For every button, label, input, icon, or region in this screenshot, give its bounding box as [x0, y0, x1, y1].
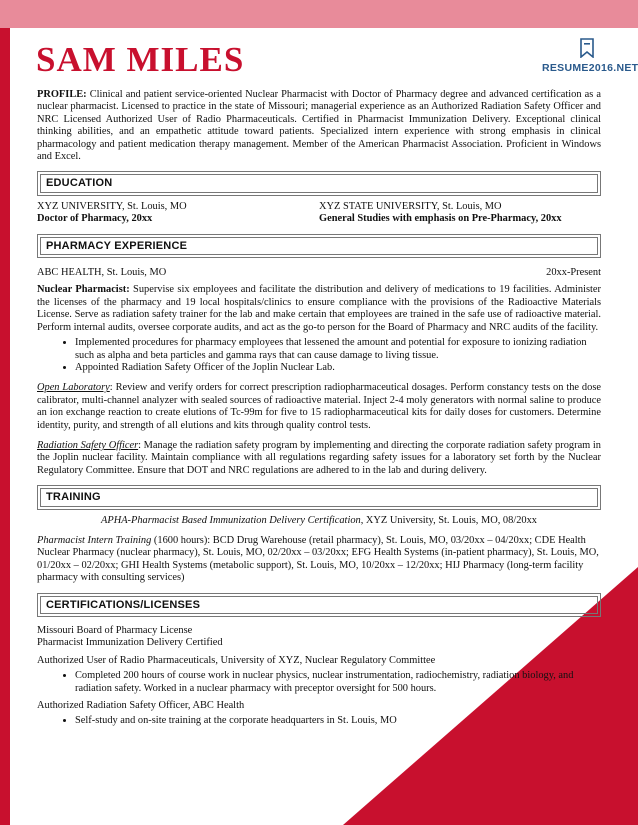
- experience-title: PHARMACY EXPERIENCE: [40, 237, 598, 255]
- role3-text: : Manage the radiation safety program by implementing and directing the corporate radiation safety program in the Joplin nuclear facility. Maintain compliance with all regulations regarding safety issues for a laboratory set forth by the Nuclear Regulatory Committee. Ensure that DOT and NRC regulations are adhered to in the lab and during delivery.: [37, 439, 601, 476]
- cert-line-1: Missouri Board of Pharmacy License: [37, 625, 193, 636]
- role-radiation-safety-officer: [37, 440, 601, 477]
- role-nuclear-pharmacist: [37, 284, 601, 334]
- school-1: XYZ UNIVERSITY, St. Louis, MO: [37, 200, 187, 212]
- candidate-name: SAM MILES: [36, 40, 245, 79]
- certifications-section-header: [37, 593, 601, 617]
- education-entry-2: [319, 201, 601, 226]
- resume-body: [37, 89, 601, 731]
- cert-line-3: Authorized User of Radio Pharmaceuticals, University of XYZ, Nuclear Regulatory Committee: [37, 654, 436, 666]
- employer: ABC HEALTH, St. Louis, MO: [37, 267, 167, 279]
- school-2: XYZ STATE UNIVERSITY, St. Louis, MO: [319, 200, 502, 212]
- cert-line-2: Pharmacist Immunization Delivery Certified: [37, 637, 223, 649]
- role1-label: Nuclear Pharmacist:: [37, 284, 130, 296]
- role1-text: Supervise six employees and facilitate the distribution and delivery of medications to 19 facilities. Administer the licenses of the pharmacy and 19 local hospitals/clinics to ensure compliance with the provisions of the Radioactive Materials License. Serve as radiation safety trainer for the lab and make certain that employees are trained in the safe use of radioactive material. Perform internal audits, oversee corporate audits, and act as the go-to person for the Board of Pharmacy and NRC audits of the facility.: [37, 284, 601, 333]
- experience-bullets: [37, 337, 601, 374]
- certifications-title: CERTIFICATIONS/LICENSES: [40, 596, 598, 614]
- list-item: • Appointed Radiation Safety Officer of the Joplin Nuclear Lab.: [75, 362, 601, 374]
- experience-section-header: [37, 234, 601, 258]
- cert-text: , XYZ University, St. Louis, MO, 08/20xx: [360, 514, 537, 526]
- left-accent-bar: [0, 28, 10, 825]
- list-item: • Implemented procedures for pharmacy employees that lessened the amount and potential for exposure to ionizing radiation such as alpha and beta particles and gamma rays that can cause damage to living tissue.: [75, 337, 601, 362]
- cert-bullets-2: [37, 715, 601, 727]
- training-intern: [37, 535, 601, 585]
- profile-label: PROFILE:: [37, 89, 87, 100]
- profile-paragraph: [37, 89, 601, 163]
- intern-label: Pharmacist Intern Training: [37, 534, 152, 546]
- profile-text: Clinical and patient service-oriented Nuclear Pharmacist with Doctor of Pharmacy degree and advanced certification as a nuclear pharmacist. Licensed to practice in the state of Missouri; managerial experience as an Authorized Radiation Safety Officer and NRC Licensed Authorized User of Radio Pharmaceuticals. Certified in Pharmacist Immunization Delivery. Exceptional clinical thinking abilities, and an empathetic attitude toward patients. Specialized intern experience with strong emphasis in clinical pharmacology and patient medication therapy management. Member of the American Pharmacist Association. Proficient in Windows and Excel.: [37, 89, 601, 163]
- education-section-header: [37, 171, 601, 195]
- education-row: [37, 201, 601, 226]
- site-logo[interactable]: [542, 38, 638, 74]
- logo-text: RESUME2016.NET: [542, 62, 638, 74]
- degree-1: Doctor of Pharmacy, 20xx: [37, 213, 153, 225]
- job-header: [37, 267, 601, 279]
- job-dates: 20xx-Present: [546, 267, 601, 279]
- role2-label: Open Laboratory: [37, 382, 110, 394]
- cert-line-4: Authorized Radiation Safety Officer, ABC Health: [37, 700, 245, 712]
- degree-2: General Studies with emphasis on Pre-Pharmacy, 20xx: [319, 213, 562, 225]
- top-accent-bar: [0, 0, 638, 28]
- education-entry-1: [37, 201, 319, 226]
- cert-label: APHA-Pharmacist Based Immunization Delivery Certification: [101, 514, 361, 526]
- education-title: EDUCATION: [40, 174, 598, 192]
- cert-bullets-1: [37, 670, 601, 695]
- list-item: • Completed 200 hours of course work in nuclear physics, nuclear instrumentation, radiochemistry, radiation biology, and radiation safety. Worked in a nuclear pharmacy with preceptor oversight for 500 hours.: [75, 670, 601, 695]
- role-open-laboratory: [37, 382, 601, 432]
- bookmark-icon: [580, 38, 594, 58]
- training-section-header: [37, 485, 601, 509]
- role2-text: : Review and verify orders for correct prescription radiopharmaceutical dosages. Perform constancy tests on the dose calibrator, multi-channel analyzer with sealed sources of radioactive material. Inject 2-4 moly generators with normal saline to produce an ion exchange reaction to create elutions of Tc-99m for five to 15 radiopharmaceutical kits for daily doses for customers. Determine identity, purity, and strength of all elutions and kits through quality control tests.: [37, 382, 601, 431]
- intern-text: (1600 hours): BCD Drug Warehouse (retail pharmacy), St. Louis, MO, 03/20xx – 04/20xx; CDE Health Nuclear Pharmacy (nuclear pharmacy), St. Louis, MO, 02/20xx – 03/20xx; EFG Health Systems (in-patient pharmacy), St. Louis, MO, 01/20xx – 02/20xx; GHI Health Systems (metabolic support), St. Louis, MO, 10/20xx – 12/20xx; HIJ Pharmacy (long-term facility pharmacy with consulting services): [37, 534, 599, 584]
- training-certification: [37, 515, 601, 527]
- training-title: TRAINING: [40, 488, 598, 506]
- list-item: • Self-study and on-site training at the corporate headquarters in St. Louis, MO: [75, 715, 601, 727]
- role3-label: Radiation Safety Officer: [37, 439, 139, 451]
